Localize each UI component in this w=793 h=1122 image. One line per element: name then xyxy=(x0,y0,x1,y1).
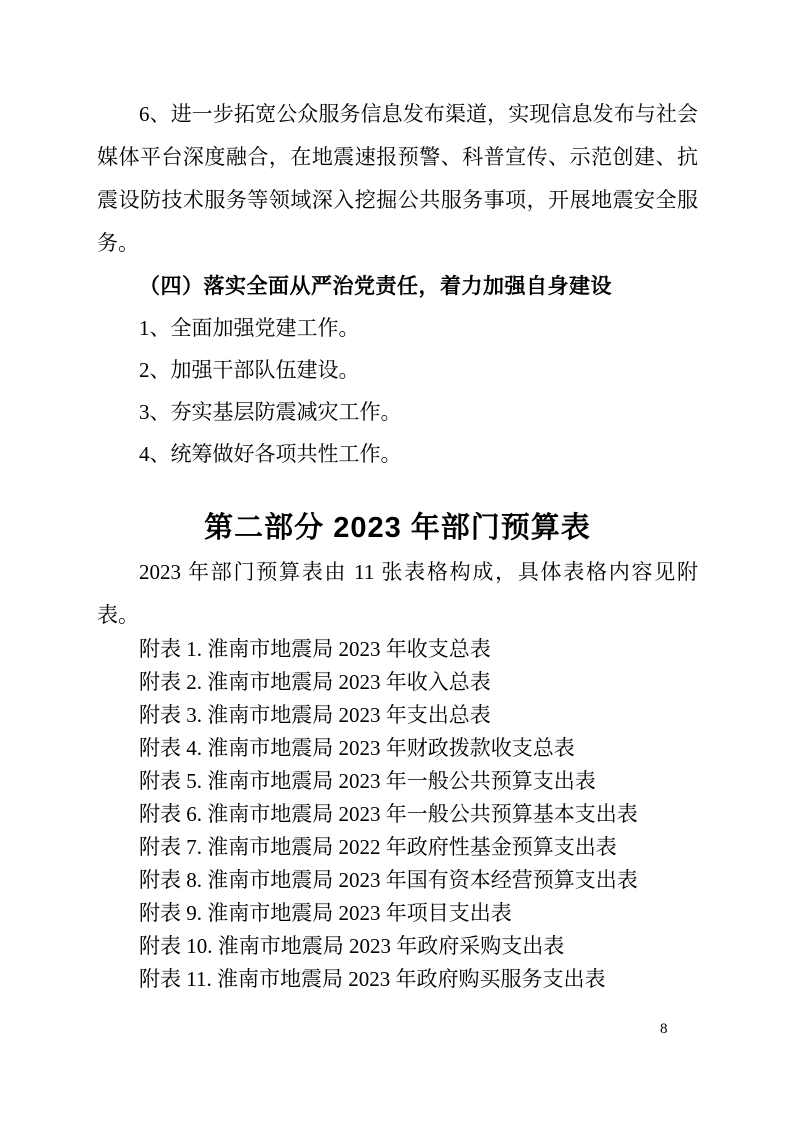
appendix-table-9: 附表 9. 淮南市地震局 2023 年项目支出表 xyxy=(139,901,512,925)
appendix-table-10: 附表 10. 淮南市地震局 2023 年政府采购支出表 xyxy=(139,934,565,958)
section4-item-4: 4、统筹做好各项共性工作。 xyxy=(139,442,402,466)
appendix-table-list xyxy=(97,633,698,996)
appendix-table-4: 附表 4. 淮南市地震局 2023 年财政拨款收支总表 xyxy=(139,736,575,760)
appendix-table-6: 附表 6. 淮南市地震局 2023 年一般公共预算基本支出表 xyxy=(139,802,638,826)
page-number: 8 xyxy=(660,1021,668,1037)
appendix-table-1: 附表 1. 淮南市地震局 2023 年收支总表 xyxy=(139,637,491,661)
appendix-table-11: 附表 11. 淮南市地震局 2023 年政府购买服务支出表 xyxy=(139,967,606,991)
part2-title: 第二部分 2023 年部门预算表 xyxy=(204,512,591,544)
appendix-table-7: 附表 7. 淮南市地震局 2022 年政府性基金预算支出表 xyxy=(139,835,617,859)
page-content xyxy=(97,93,698,996)
section4-item-3: 3、夯实基层防震减灾工作。 xyxy=(139,400,402,424)
section4-item-2: 2、加强干部队伍建设。 xyxy=(139,358,360,382)
section4-item-1: 1、全面加强党建工作。 xyxy=(139,316,360,340)
appendix-table-8: 附表 8. 淮南市地震局 2023 年国有资本经营预算支出表 xyxy=(139,868,638,892)
appendix-table-5: 附表 5. 淮南市地震局 2023 年一般公共预算支出表 xyxy=(139,769,596,793)
paragraph-point-6: 6、进一步拓宽公众服务信息发布渠道，实现信息发布与社会媒体平台深度融合，在地震速报预警、科普宣传、示范创建、抗震设防技术服务等领域深入挖掘公共服务事项，开展地震安全服务。 xyxy=(97,102,698,255)
part2-intro-paragraph: 2023 年部门预算表由 11 张表格构成，具体表格内容见附表。 xyxy=(97,560,698,627)
section-heading-4: （四）落实全面从严治党责任，着力加强自身建设 xyxy=(139,274,612,298)
section4-item-list xyxy=(97,307,698,475)
appendix-table-2: 附表 2. 淮南市地震局 2023 年收入总表 xyxy=(139,670,491,694)
appendix-table-3: 附表 3. 淮南市地震局 2023 年支出总表 xyxy=(139,703,491,727)
